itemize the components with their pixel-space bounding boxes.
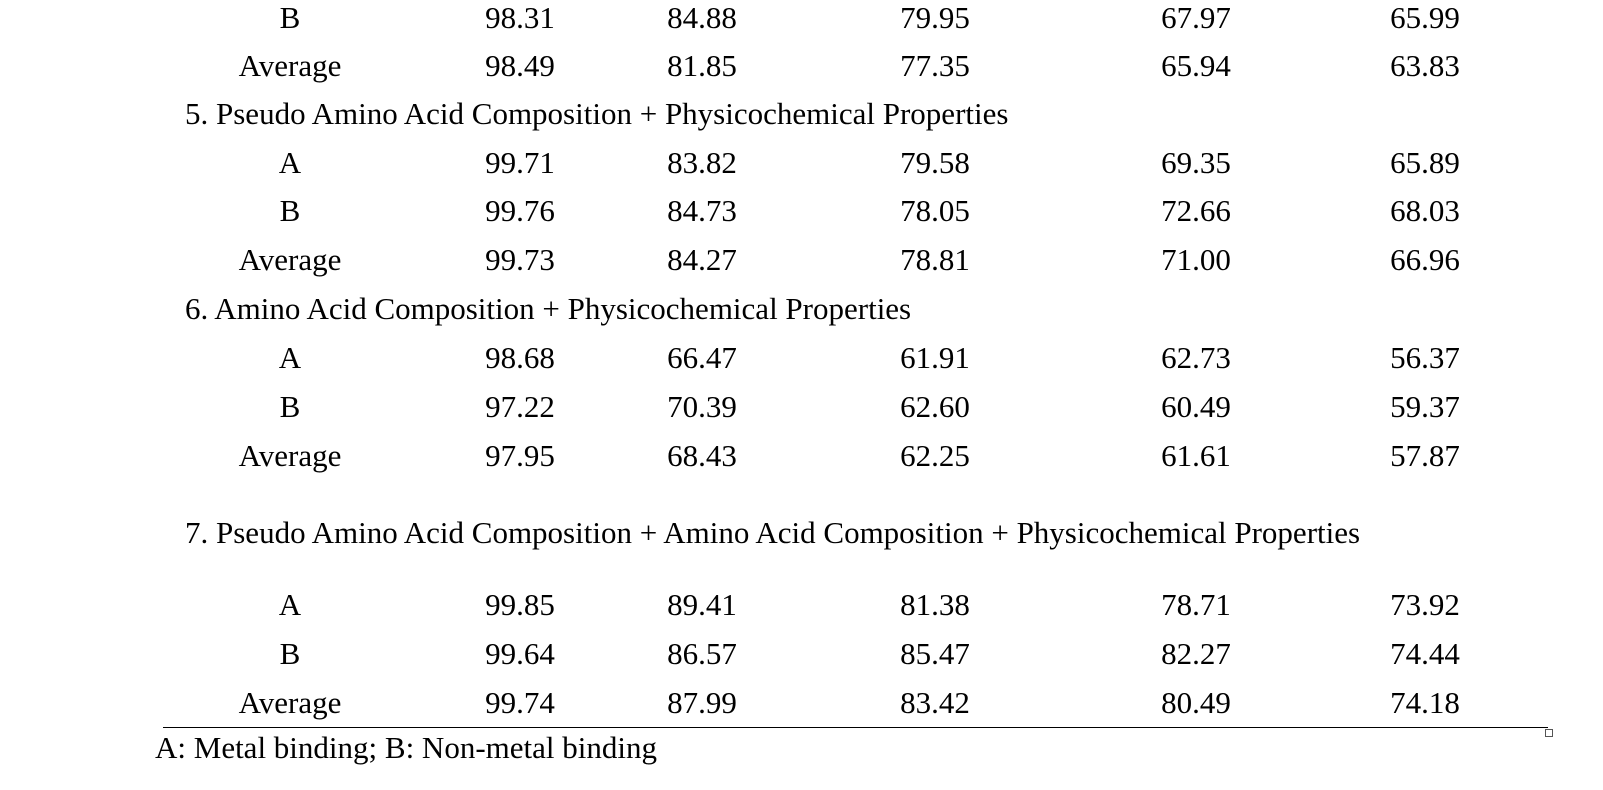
table-cell: 79.95: [900, 0, 970, 35]
table-row: [0, 683, 1603, 723]
table-cell: 98.68: [485, 340, 555, 375]
row-label: Average: [238, 48, 342, 83]
table-cell: 74.18: [1390, 685, 1460, 720]
table-row: [0, 634, 1603, 674]
table-cell: 78.71: [1161, 587, 1231, 622]
table-cell: 74.44: [1390, 636, 1460, 671]
table-cell: 99.64: [485, 636, 555, 671]
table-cell: 99.85: [485, 587, 555, 622]
table-cell: 97.95: [485, 438, 555, 473]
section-heading: 6. Amino Acid Composition + Physicochemical Properties: [185, 291, 912, 326]
table-row: [0, 387, 1603, 427]
table-cell: 73.92: [1390, 587, 1460, 622]
table-cell: 65.99: [1390, 0, 1460, 35]
table-row: [0, 240, 1603, 280]
table-cell: 60.49: [1161, 389, 1231, 424]
table-cell: 78.81: [900, 242, 970, 277]
table-cell: 77.35: [900, 48, 970, 83]
table-cell: 81.38: [900, 587, 970, 622]
row-label: B: [279, 0, 301, 35]
table-cell: 65.89: [1390, 145, 1460, 180]
table-cell: 83.82: [667, 145, 737, 180]
table-row: [0, 191, 1603, 231]
table-resize-handle[interactable]: [1545, 729, 1553, 737]
table-cell: 62.60: [900, 389, 970, 424]
table-cell: 86.57: [667, 636, 737, 671]
table-cell: 84.88: [667, 0, 737, 35]
table-cell: 71.00: [1161, 242, 1231, 277]
table-cell: 89.41: [667, 587, 737, 622]
table-cell: 61.91: [900, 340, 970, 375]
table-cell: 82.27: [1161, 636, 1231, 671]
table-cell: 99.76: [485, 193, 555, 228]
table-cell: 67.97: [1161, 0, 1231, 35]
table-cell: 63.83: [1390, 48, 1460, 83]
table-cell: 72.66: [1161, 193, 1231, 228]
table-cell: 81.85: [667, 48, 737, 83]
table-cell: 70.39: [667, 389, 737, 424]
row-label: A: [278, 145, 302, 180]
table-cell: 62.25: [900, 438, 970, 473]
table-cell: 66.47: [667, 340, 737, 375]
table-cell: 65.94: [1161, 48, 1231, 83]
table-cell: 62.73: [1161, 340, 1231, 375]
table-cell: 59.37: [1390, 389, 1460, 424]
section-heading: 5. Pseudo Amino Acid Composition + Physicochemical Properties: [185, 96, 1009, 131]
table-cell: 83.42: [900, 685, 970, 720]
row-label: A: [278, 340, 302, 375]
table-cell: 56.37: [1390, 340, 1460, 375]
table-row: [0, 585, 1603, 625]
row-label: A: [278, 587, 302, 622]
table-cell: 79.58: [900, 145, 970, 180]
table-cell: 99.73: [485, 242, 555, 277]
table-cell: 98.31: [485, 0, 555, 35]
table-footnote: A: Metal binding; B: Non-metal binding: [155, 730, 657, 765]
table-row: [0, 436, 1603, 476]
table-cell: 85.47: [900, 636, 970, 671]
row-label: B: [279, 389, 301, 424]
table-cell: 84.27: [667, 242, 737, 277]
section-heading: 7. Pseudo Amino Acid Composition + Amino Acid Composition + Physicochemical Properties: [185, 515, 1361, 550]
row-label: B: [279, 193, 301, 228]
table-cell: 69.35: [1161, 145, 1231, 180]
table-cell: 68.43: [667, 438, 737, 473]
table-cell: 98.49: [485, 48, 555, 83]
table-row: [0, 46, 1603, 86]
row-label: B: [279, 636, 301, 671]
table-cell: 87.99: [667, 685, 737, 720]
row-label: Average: [238, 685, 342, 720]
table-cell: 80.49: [1161, 685, 1231, 720]
table-cell: 66.96: [1390, 242, 1460, 277]
table-cell: 78.05: [900, 193, 970, 228]
table-cell: 68.03: [1390, 193, 1460, 228]
table-row: [0, 0, 1603, 38]
table-cell: 97.22: [485, 389, 555, 424]
row-label: Average: [238, 438, 342, 473]
table-row: [0, 338, 1603, 378]
table-cell: 61.61: [1161, 438, 1231, 473]
table-row: [0, 143, 1603, 183]
table-cell: 84.73: [667, 193, 737, 228]
table-cell: 57.87: [1390, 438, 1460, 473]
row-label: Average: [238, 242, 342, 277]
table-cell: 99.71: [485, 145, 555, 180]
table-cell: 99.74: [485, 685, 555, 720]
